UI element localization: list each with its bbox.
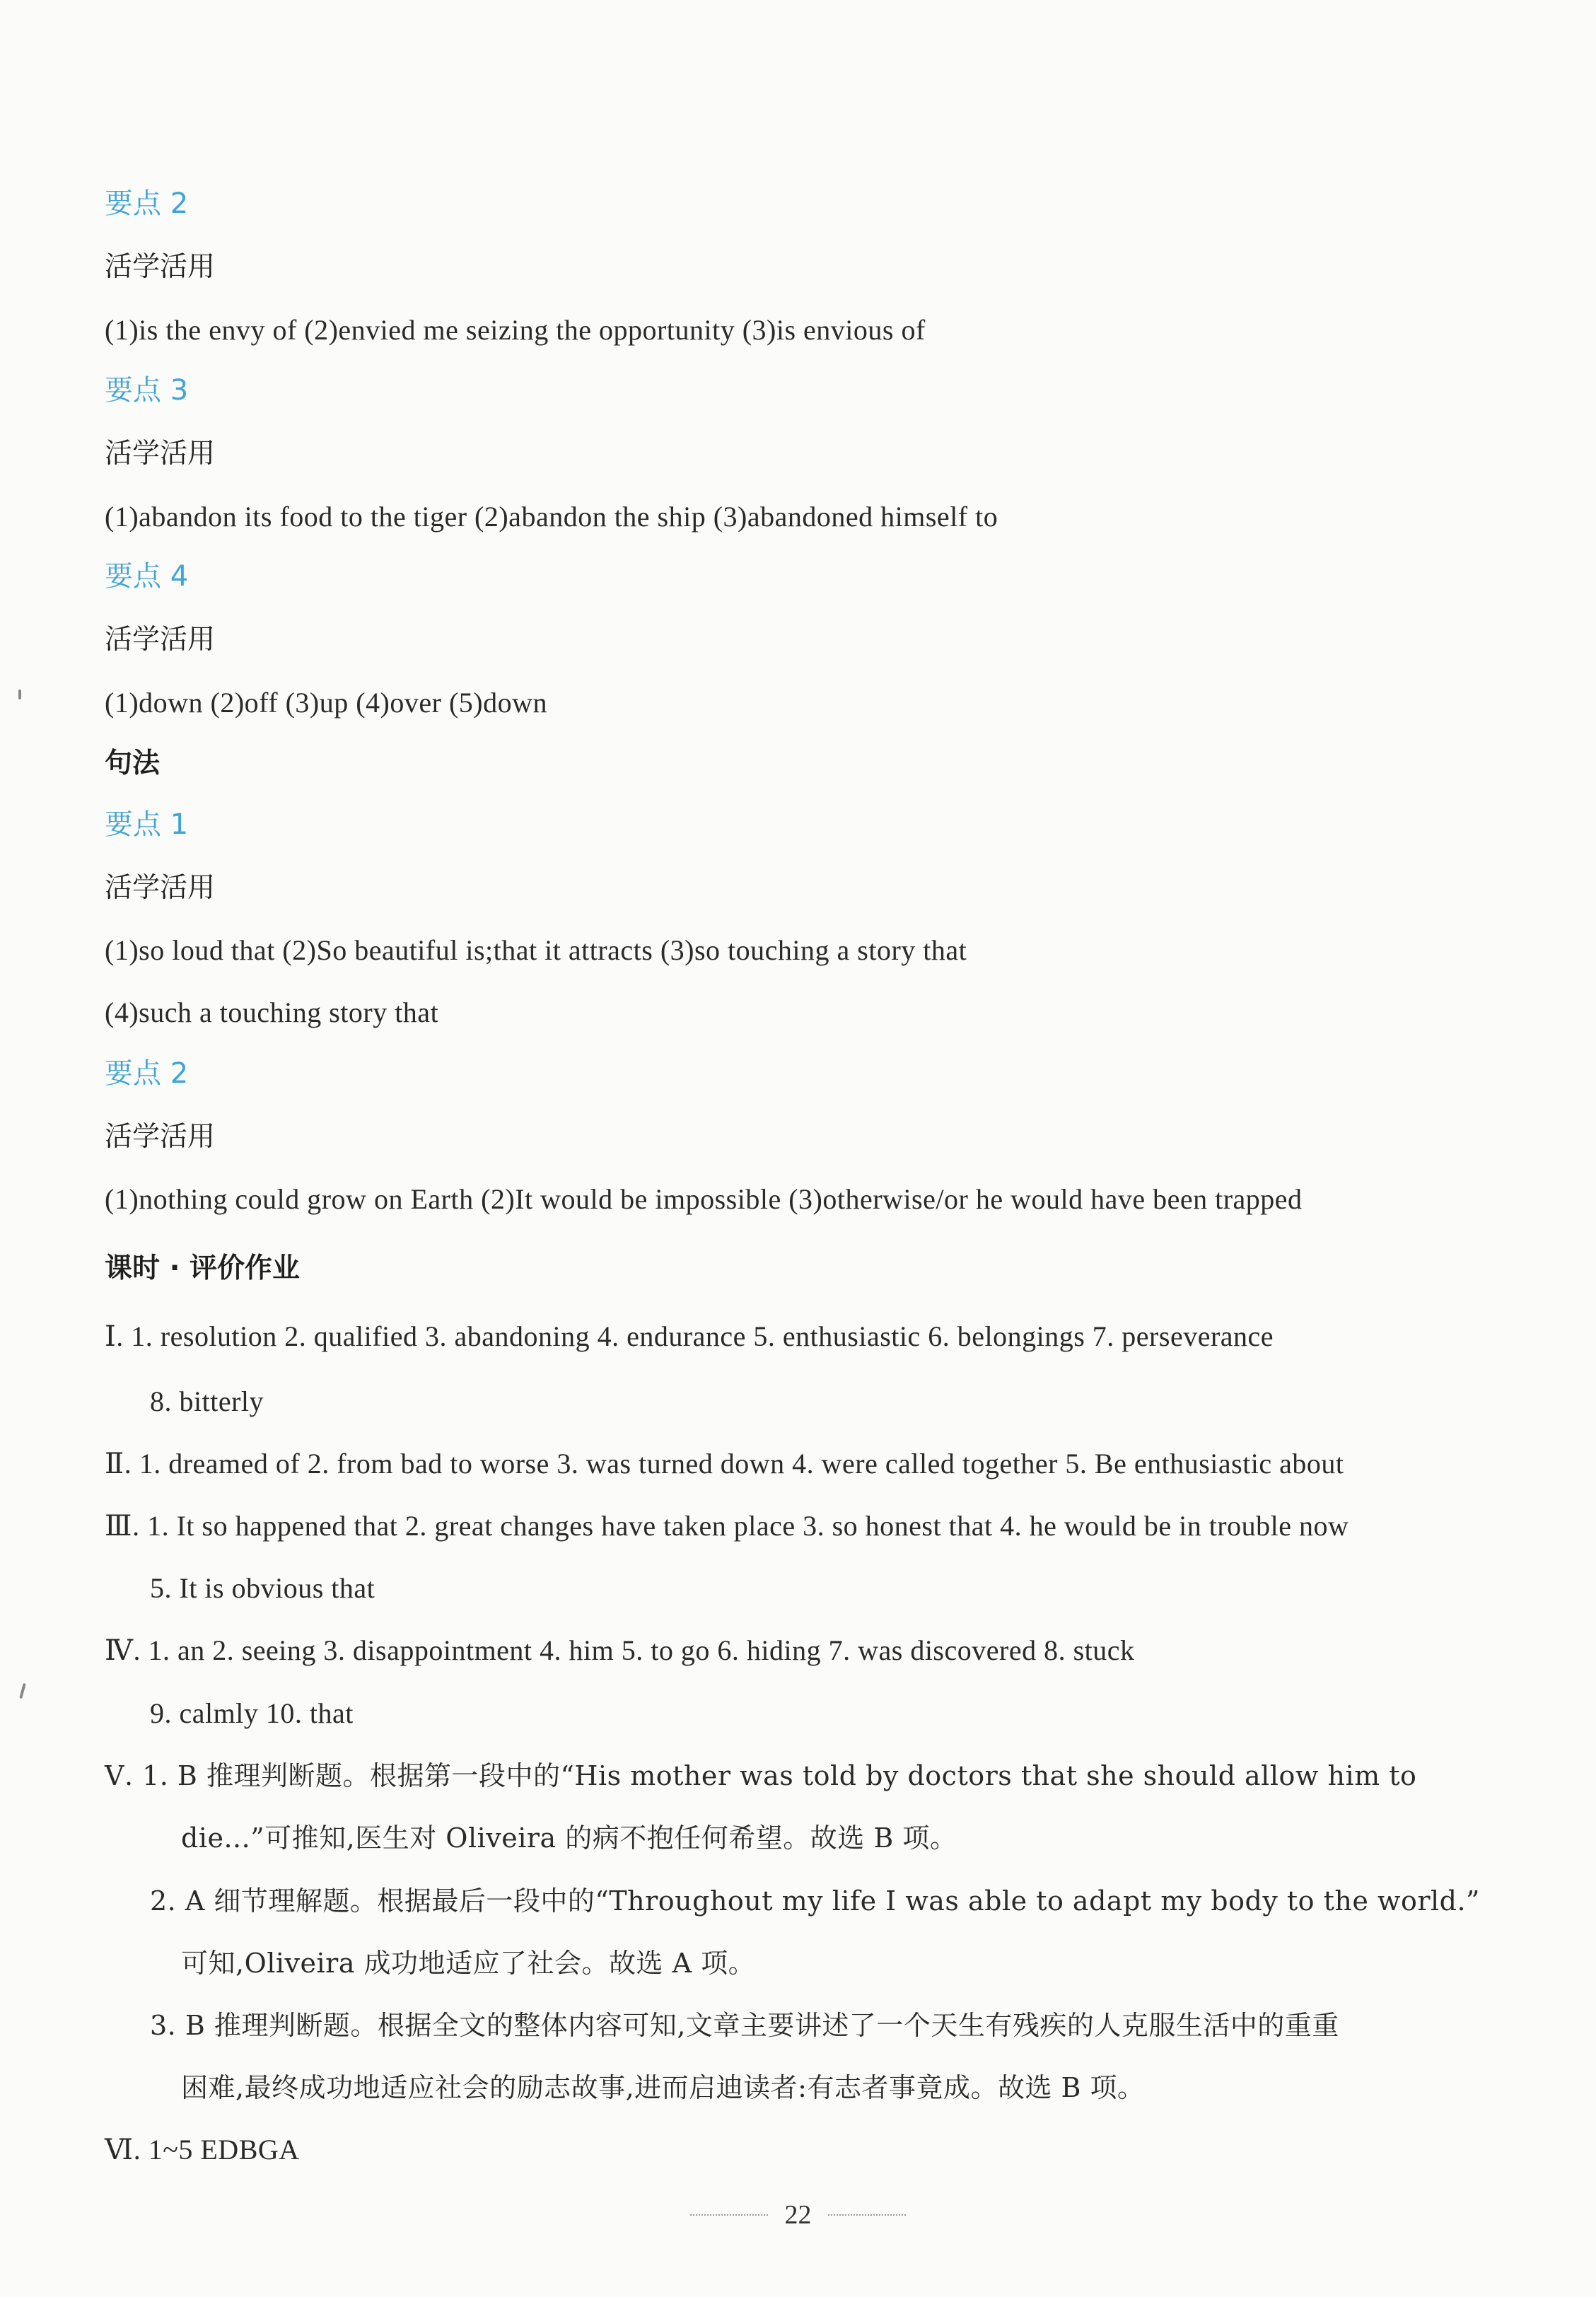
footer-rule-right — [828, 2214, 906, 2216]
section-6-line-1: Ⅵ. 1~5 EDBGA — [105, 2134, 300, 2165]
vocab-point-4-heading: 要点 4 — [105, 560, 189, 593]
section-4-line-2: 9. calmly 10. that — [150, 1697, 354, 1729]
section-3-line-1: Ⅲ. 1. It so happened that 2. great changes have taken place 3. so honest that 4. he would be in trouble now — [105, 1510, 1349, 1542]
vocab-point-4-answer: (1)down (2)off (3)up (4)over (5)down — [105, 687, 547, 719]
section-1-line-2: 8. bitterly — [150, 1385, 264, 1417]
homework-title: 课时 · 评价作业 — [105, 1252, 300, 1284]
vocab-point-2-answer: (1)is the envy of (2)envied me seizing the opportunity (3)is envious of — [105, 314, 926, 346]
syntax-point-1-answer-line-1: (1)so loud that (2)So beautiful is;that it attracts (3)so touching a story that — [105, 934, 967, 966]
scan-mark — [19, 1683, 26, 1699]
section-2-line-1: Ⅱ. 1. dreamed of 2. from bad to worse 3. was turned down 4. were called together 5. Be enthusiastic about — [105, 1448, 1344, 1479]
section-1-line-1: Ⅰ. 1. resolution 2. qualified 3. abandoning 4. endurance 5. enthusiastic 6. belongings 7. perseverance — [105, 1320, 1274, 1352]
section-5-q1-line-2: die...”可推知,医生对 Oliveira 的病不抱任何希望。故选 B 项。 — [181, 1822, 957, 1854]
vocab-point-2-label: 活学活用 — [105, 251, 216, 283]
syntax-point-2-answer: (1)nothing could grow on Earth (2)It would be impossible (3)otherwise/or he would have been trapped — [105, 1183, 1303, 1215]
syntax-point-1-label: 活学活用 — [105, 872, 216, 904]
vocab-point-4-label: 活学活用 — [105, 624, 216, 656]
section-5-q2-line-2: 可知,Oliveira 成功地适应了社会。故选 A 项。 — [181, 1948, 756, 1979]
syntax-title: 句法 — [105, 748, 161, 779]
section-5-q3-line-2: 困难,最终成功地适应社会的励志故事,进而启迪读者:有志者事竟成。故选 B 项。 — [181, 2072, 1145, 2103]
section-5-q1-line-1: Ⅴ. 1. B 推理判断题。根据第一段中的“His mother was told by doctors that she should allow him to — [105, 1760, 1417, 1791]
section-3-line-2: 5. It is obvious that — [150, 1572, 375, 1604]
vocab-point-3-heading: 要点 3 — [105, 374, 189, 407]
footer-rule-left — [690, 2214, 768, 2216]
page-number: 22 — [784, 2200, 812, 2230]
vocab-point-3-label: 活学活用 — [105, 438, 216, 470]
page-footer — [0, 2199, 1596, 2242]
syntax-point-1-heading: 要点 1 — [105, 808, 189, 841]
syntax-point-1-answer-line-2: (4)such a touching story that — [105, 996, 439, 1028]
syntax-point-2-label: 活学活用 — [105, 1121, 216, 1153]
section-5-q2-line-1: 2. A 细节理解题。根据最后一段中的“Throughout my life I was able to adapt my body to the world.” — [150, 1885, 1480, 1917]
vocab-point-3-answer: (1)abandon its food to the tiger (2)abandon the ship (3)abandoned himself to — [105, 501, 998, 533]
scan-mark — [18, 690, 21, 699]
vocab-point-2-heading: 要点 2 — [105, 187, 189, 220]
syntax-point-2-heading: 要点 2 — [105, 1057, 189, 1090]
section-5-q3-line-1: 3. B 推理判断题。根据全文的整体内容可知,文章主要讲述了一个天生有残疾的人克服生活中的重重 — [150, 2010, 1339, 2041]
section-4-line-1: Ⅳ. 1. an 2. seeing 3. disappointment 4. him 5. to go 6. hiding 7. was discovered 8. stuck — [105, 1634, 1135, 1666]
